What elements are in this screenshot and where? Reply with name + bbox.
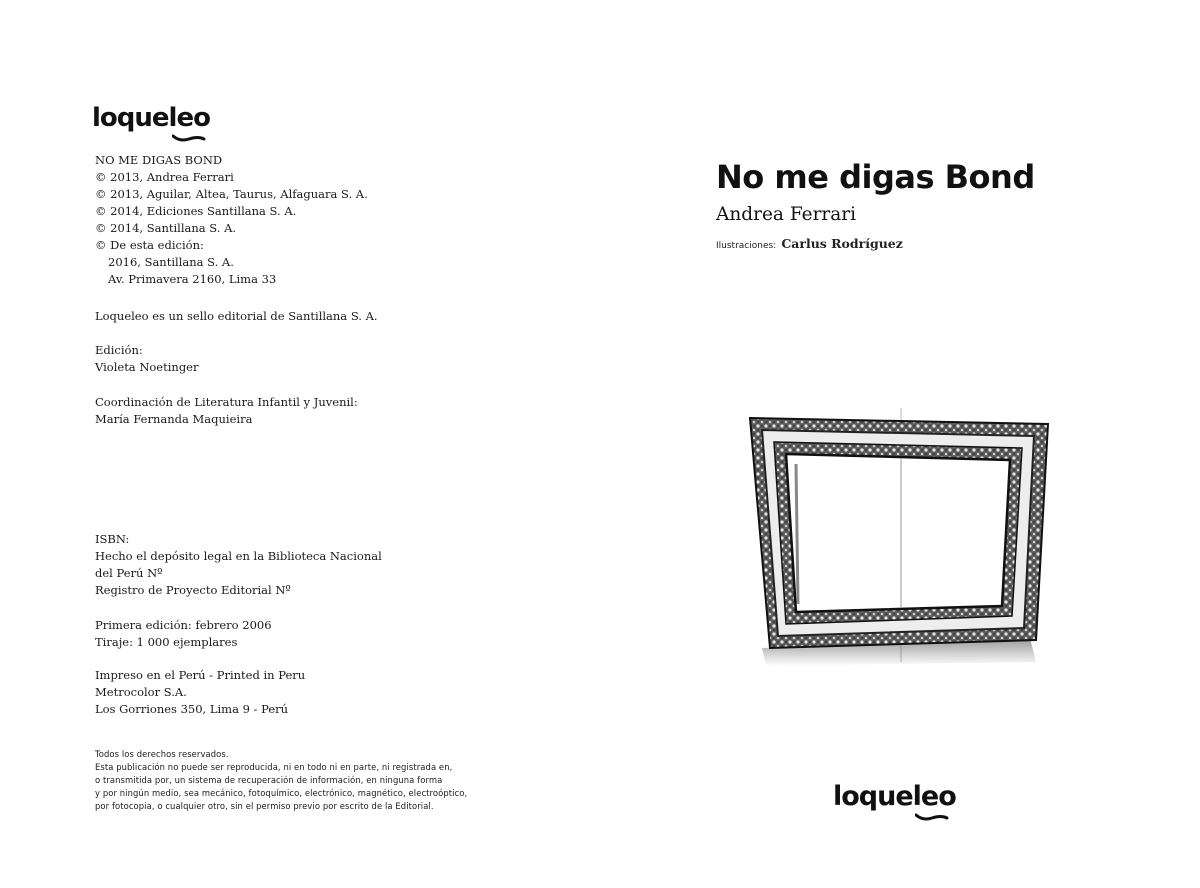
coordination-credit: [95, 394, 358, 428]
copyright-line: NO ME DIGAS BOND: [95, 153, 223, 167]
isbn-block: [95, 531, 382, 599]
printer-block: [95, 667, 305, 718]
isbn-line: del Perú Nº: [95, 566, 163, 580]
copyright-line: © 2013, Aguilar, Altea, Taurus, Alfaguara S. A.: [95, 187, 368, 201]
author-name: Andrea Ferrari: [716, 204, 857, 225]
copyright-line: © 2014, Ediciones Santillana S. A.: [95, 204, 297, 218]
rights-notice: [95, 748, 467, 813]
publisher-logo-left: [92, 103, 210, 133]
logo-wordmark: loqueleo: [92, 103, 210, 133]
isbn-line: Hecho el depósito legal en la Biblioteca Nacional: [95, 549, 382, 563]
loqueleo-swoosh-icon: [172, 134, 206, 142]
copyright-block: [95, 152, 368, 288]
edition-name: Violeta Noetinger: [95, 360, 199, 374]
ornate-empty-frame-illustration: [740, 400, 1060, 670]
edition-credit: [95, 342, 198, 376]
logo-wordmark: loqueleo: [833, 781, 956, 812]
copyright-line: © 2014, Santillana S. A.: [95, 221, 237, 235]
printer-line: Impreso en el Perú - Printed in Peru: [95, 668, 306, 682]
illustrator-label: Ilustraciones:: [716, 241, 777, 251]
printer-line: Metrocolor S.A.: [95, 685, 187, 699]
isbn-line: Registro de Proyecto Editorial Nº: [95, 583, 291, 597]
printer-line: Los Gorriones 350, Lima 9 - Perú: [95, 702, 289, 716]
edition-label: Edición:: [95, 343, 143, 357]
book-title: No me digas Bond: [716, 158, 1035, 196]
rights-line: o transmitida por, un sistema de recuperación de información, en ninguna forma: [95, 775, 443, 785]
copyright-line: © 2013, Andrea Ferrari: [95, 170, 234, 184]
rights-line: y por ningún medio, sea mecánico, fotoquímico, electrónico, magnético, electroóptico,: [95, 788, 468, 798]
rights-line: Esta publicación no puede ser reproducida, ni en todo ni en parte, ni registrada en,: [95, 762, 453, 772]
copyright-line: Av. Primavera 2160, Lima 33: [108, 272, 277, 286]
loqueleo-swoosh-icon: [915, 813, 949, 821]
print-run-line: Tiraje: 1 000 ejemplares: [95, 635, 238, 649]
illustrator-credit: [716, 233, 903, 252]
rights-line: por fotocopia, o cualquier otro, sin el permiso previo por escrito de la Editorial.: [95, 801, 434, 811]
illustrator-name: Carlus Rodríguez: [781, 236, 903, 251]
imprint-note-text: Loqueleo es un sello editorial de Santillana S. A.: [95, 309, 378, 323]
print-run-block: [95, 617, 272, 651]
copyright-line: 2016, Santillana S. A.: [108, 255, 234, 269]
imprint-note: [95, 308, 378, 325]
copyright-line: © De esta edición:: [95, 238, 204, 252]
coordination-name: María Fernanda Maquieira: [95, 412, 253, 426]
publisher-logo-right: [833, 781, 956, 812]
print-run-line: Primera edición: febrero 2006: [95, 618, 272, 632]
rights-line: Todos los derechos reservados.: [95, 749, 229, 759]
coordination-label: Coordinación de Literatura Infantil y Juvenil:: [95, 395, 358, 409]
isbn-line: ISBN:: [95, 532, 130, 546]
